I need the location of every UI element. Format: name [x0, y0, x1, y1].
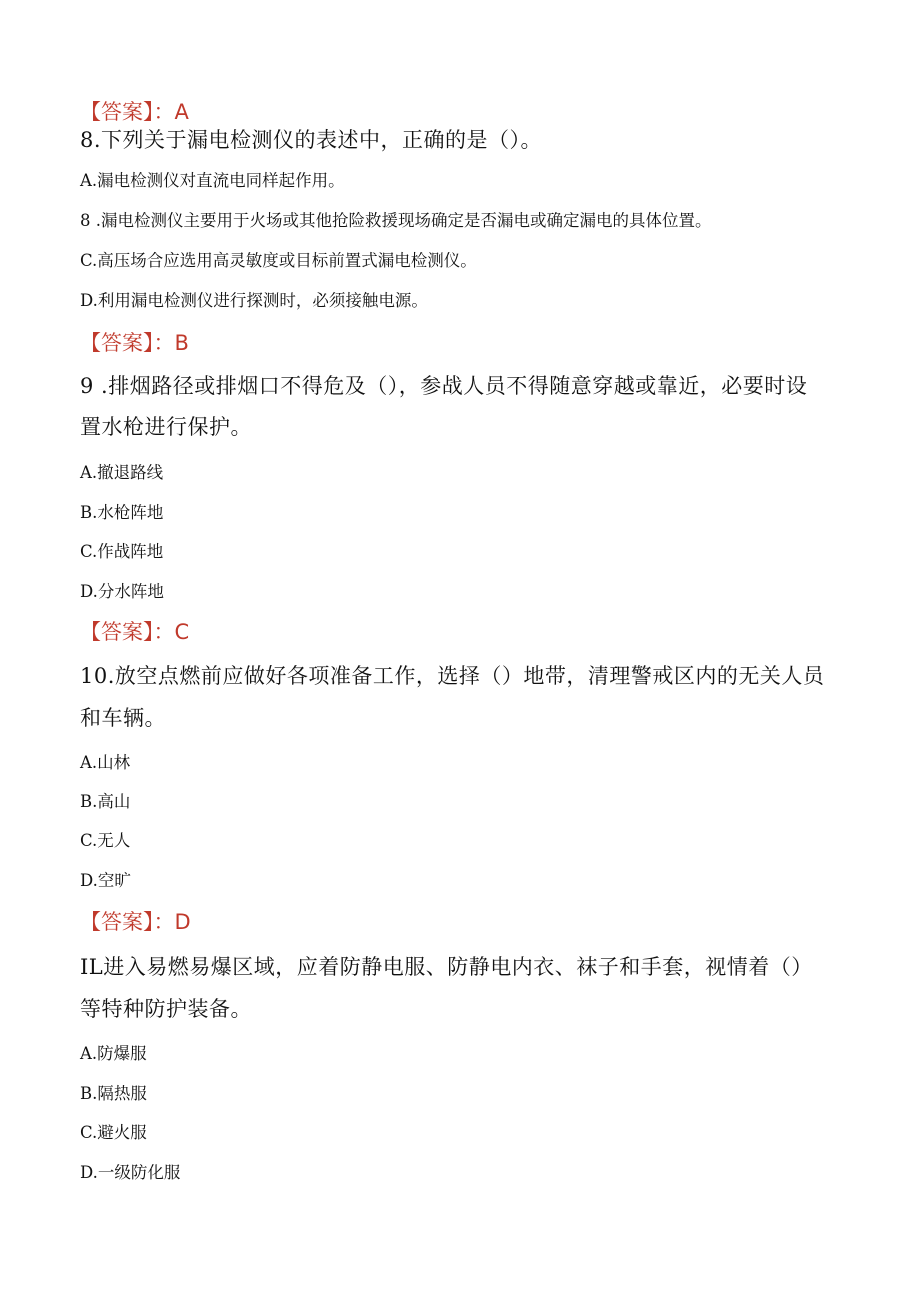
question-line: 10.放空点燃前应做好各项准备工作，选择（）地带，清理警戒区内的无关人员: [80, 664, 825, 688]
question-line: 9 .排烟路径或排烟口不得危及（），参战人员不得随意穿越或靠近，必要时设: [80, 374, 808, 398]
question-line: 置水枪进行保护。: [80, 415, 252, 439]
answer-line: 【答案】：C: [80, 620, 190, 644]
option-line: D.分水阵地: [80, 582, 164, 601]
answer-line: 【答案】：A: [80, 100, 189, 124]
option-line: D.利用漏电检测仪进行探测时，必须接触电源。: [80, 291, 428, 310]
question-line: 等特种防护装备。: [80, 997, 252, 1021]
option-line: A.撤退路线: [80, 463, 164, 482]
question-line: 和车辆。: [80, 706, 166, 730]
answer-line: 【答案】：D: [80, 910, 191, 934]
option-line: D.空旷: [80, 871, 131, 890]
option-line: B.隔热服: [80, 1084, 147, 1103]
option-line: C.避火服: [80, 1123, 147, 1142]
option-line: B.水枪阵地: [80, 503, 164, 522]
question-line: IL进入易燃易爆区域，应着防静电服、防静电内衣、袜子和手套，视情着（）: [80, 955, 813, 979]
option-line: D.一级防化服: [80, 1163, 181, 1182]
option-line: A.防爆服: [80, 1044, 147, 1063]
question-line: 8.下列关于漏电检测仪的表述中，正确的是（）。: [80, 128, 543, 152]
option-line: A.山林: [80, 753, 131, 772]
option-line: A.漏电检测仪对直流电同样起作用。: [80, 171, 345, 190]
option-line: C.高压场合应选用高灵敏度或目标前置式漏电检测仪。: [80, 251, 477, 270]
option-line: C.作战阵地: [80, 542, 164, 561]
option-line: C.无人: [80, 831, 131, 850]
answer-line: 【答案】：B: [80, 331, 189, 355]
option-line: B.高山: [80, 792, 131, 811]
option-line: 8 .漏电检测仪主要用于火场或其他抢险救援现场确定是否漏电或确定漏电的具体位置。: [80, 211, 712, 230]
